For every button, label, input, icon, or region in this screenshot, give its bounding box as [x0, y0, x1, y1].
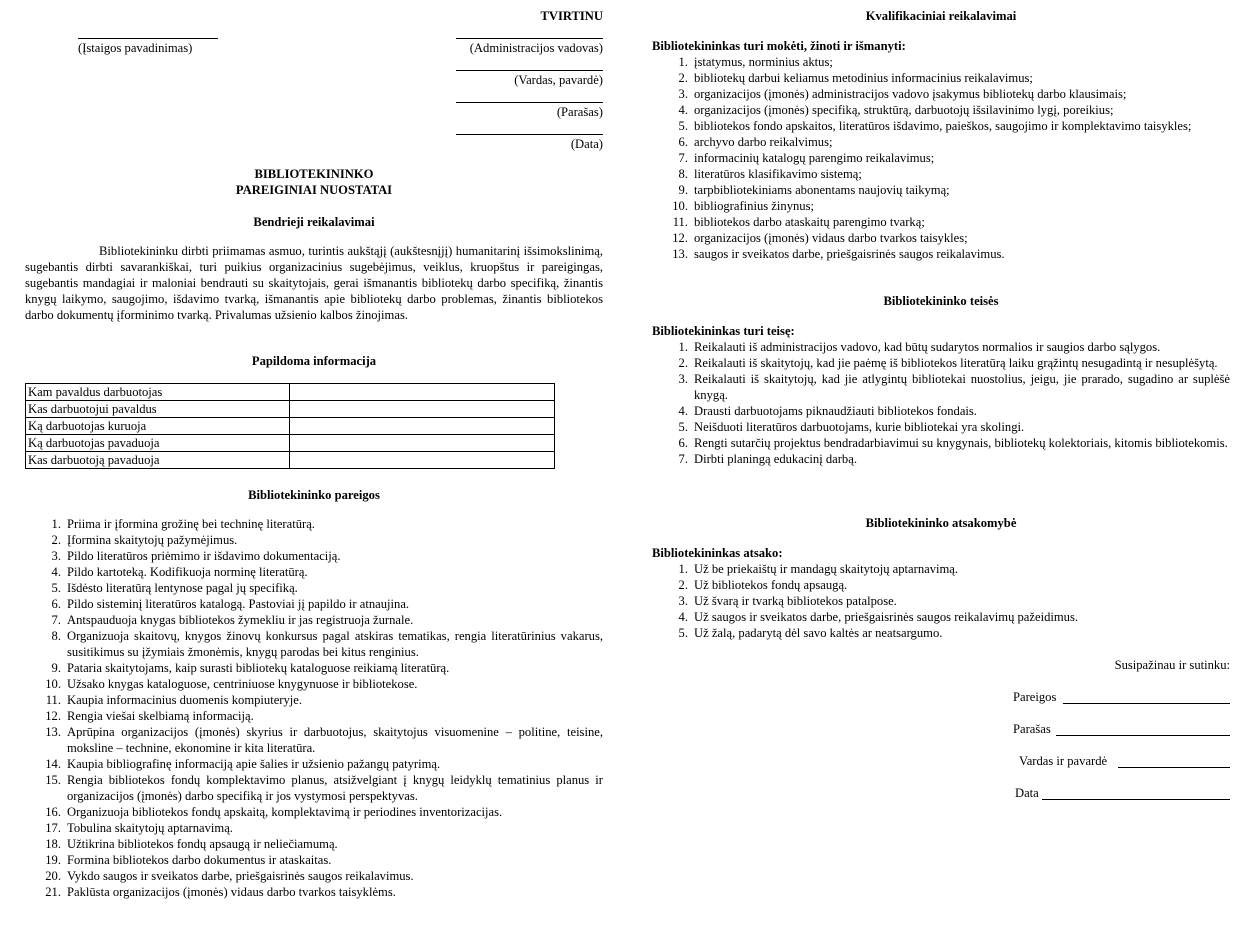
date-line: [456, 134, 603, 135]
list-item: 6. archyvo darbo reikalvimus;: [678, 135, 833, 149]
approve-label: TVIRTINU: [540, 9, 603, 23]
list-item: 2. Įformina skaitytojų pažymėjimus.: [51, 533, 238, 547]
additional-heading: Papildoma informacija: [251, 354, 377, 368]
list-item: 6. Pildo sisteminį literatūros katalogą. Pastoviai jį papildo ir atnaujina.: [51, 597, 410, 611]
duties-heading: Bibliotekininko pareigos: [248, 488, 380, 502]
list-item: 1. Reikalauti iš administracijos vadovo, kad būtų sudarytos normalios ir saugios darbo sąlygos.: [678, 340, 1161, 354]
rights-heading: Bibliotekininko teisės: [883, 294, 999, 308]
signature-caption: (Parašas): [556, 105, 603, 119]
general-heading: Bendrieji reikalavimai: [253, 215, 375, 229]
ack-position-line[interactable]: [1063, 703, 1230, 704]
responsibility-intro: Bibliotekininkas atsako:: [652, 546, 783, 560]
table-row: [26, 401, 555, 418]
list-item: 5. Išdėsto literatūrą lentynose pagal jų specifiką.: [51, 581, 298, 595]
list-item: 5. bibliotekos fondo apskaitos, literatūros išdavimo, paieškos, saugojimo ir komplektavimo taisykles;: [678, 119, 1192, 133]
list-item: 7. informacinių katalogų parengimo reikalavimus;: [678, 151, 935, 165]
list-item: 16. Organizuoja bibliotekos fondų apskaitą, komplektavimą ir periodines inventorizacijas.: [45, 805, 503, 819]
admin-head-line: [456, 38, 603, 39]
list-item: 1. Priima ir įformina grožinę bei techninę literatūrą.: [51, 517, 315, 531]
date-caption: (Data): [570, 137, 603, 151]
rights-intro: Bibliotekininkas turi teisę:: [652, 324, 795, 338]
list-item: 7. Antspauduoja knygas bibliotekos žymekliu ir jas registruoja žurnale.: [51, 613, 414, 627]
list-item: 15. Rengia bibliotekos fondų komplektavimo planus, atsižvelgiant į knygų leidyklų tematinius planus ir organizacijos (įmonės) darbo specifiką ir jos vystymosi perspektyvas.: [45, 773, 603, 803]
table-cell-label: Ką darbuotojas kuruoja: [26, 418, 290, 435]
list-item: 17. Tobulina skaitytojų aptarnavimą.: [45, 821, 233, 835]
list-item: 13. Aprūpina organizacijos (įmonės) skyrius ir darbuotojus, skaitytojus visuomenine – politine, teisine, moksline – technine, ekonomine ir kita literatūra.: [45, 725, 603, 755]
table-cell-value[interactable]: [290, 435, 555, 452]
table-cell-label: Kas darbuotoją pavaduoja: [26, 452, 290, 469]
ack-position-label: Pareigos: [1013, 690, 1057, 704]
list-item: 11. bibliotekos darbo ataskaitų parengimo tvarką;: [672, 215, 925, 229]
acknowledgement-title: Susipažinau ir sutinku:: [1114, 658, 1230, 672]
table-row: [26, 435, 555, 452]
list-item: 8. literatūros klasifikavimo sistemą;: [678, 167, 862, 181]
name-surname-caption: (Vardas, pavardė): [514, 73, 603, 87]
doc-title-line1: BIBLIOTEKININKO: [254, 167, 374, 181]
ack-signature-label: Parašas: [1013, 722, 1051, 736]
table-row: [26, 418, 555, 435]
institution-line: [78, 38, 218, 39]
list-item: 3. Pildo literatūros priėmimo ir išdavimo dokumentaciją.: [51, 549, 341, 563]
table-row: [26, 384, 555, 401]
duties-list: [25, 516, 603, 900]
list-item: 19. Formina bibliotekos darbo dokumentus ir ataskaitas.: [45, 853, 332, 867]
ack-name-line[interactable]: [1118, 767, 1230, 768]
list-item: 13. saugos ir sveikatos darbe, priešgaisrinės saugos reikalavimus.: [672, 247, 1005, 261]
list-item: 5. Neišduoti literatūros darbuotojams, kurie bibliotekai yra skolingi.: [678, 420, 1025, 434]
list-item: 14. Kaupia bibliografinę informaciją apie šalies ir užsienio pažangų patyrimą.: [45, 757, 441, 771]
list-item: 12. organizacijos (įmonės) vidaus darbo tvarkos taisykles;: [672, 231, 968, 245]
table-cell-label: Kas darbuotojui pavaldus: [26, 401, 290, 418]
list-item: 7. Dirbti planingą edukacinį darbą.: [678, 452, 857, 466]
table-cell-value[interactable]: [290, 418, 555, 435]
list-item: 21. Paklūsta organizacijos (įmonės) vidaus darbo tvarkos taisyklėms.: [45, 885, 396, 899]
list-item: 20. Vykdo saugos ir sveikatos darbe, priešgaisrinės saugos reikalavimus.: [45, 869, 414, 883]
list-item: 1. Už be priekaištų ir mandagų skaitytojų aptarnavimą.: [678, 562, 959, 576]
list-item: 10. bibliografinius žinynus;: [672, 199, 814, 213]
table-cell-value[interactable]: [290, 384, 555, 401]
admin-head-caption: (Administracijos vadovas): [469, 41, 603, 55]
ack-name-label: Vardas ir pavardė: [1019, 754, 1108, 768]
ack-date-line[interactable]: [1042, 799, 1230, 800]
table-cell-value[interactable]: [290, 452, 555, 469]
ack-signature-line[interactable]: [1056, 735, 1230, 736]
qualifications-intro: Bibliotekininkas turi mokėti, žinoti ir išmanyti:: [652, 39, 906, 53]
list-item: 3. Už švarą ir tvarką bibliotekos patalpose.: [678, 594, 897, 608]
institution-name-caption: (Įstaigos pavadinimas): [78, 41, 193, 55]
signature-line: [456, 102, 603, 103]
list-item: 12. Rengia viešai skelbiamą informaciją.: [45, 709, 254, 723]
name-surname-line: [456, 70, 603, 71]
list-item: 6. Rengti sutarčių projektus bendradarbiavimui su knygynais, bibliotekų kolektoriais, kitomis bibliotekomis.: [678, 436, 1228, 450]
table-cell-value[interactable]: [290, 401, 555, 418]
responsibility-heading: Bibliotekininko atsakomybė: [865, 516, 1017, 530]
qualifications-heading: Kvalifikaciniai reikalavimai: [865, 9, 1017, 23]
list-item: 9. tarpbibliotekiniams abonentams naujovių taikymą;: [678, 183, 950, 197]
list-item: 9. Pataria skaitytojams, kaip surasti bibliotekų kataloguose reikiamą literatūrą.: [51, 661, 450, 675]
table-cell-label: Ką darbuotojas pavaduoja: [26, 435, 290, 452]
left-column: [25, 0, 605, 940]
list-item: 3. organizacijos (įmonės) administracijos vadovo įsakymus bibliotekų darbo klausimais;: [678, 87, 1127, 101]
list-item: 11. Kaupia informacinius duomenis kompiuteryje.: [45, 693, 303, 707]
ack-date-label: Data: [1015, 786, 1039, 800]
list-item: 8. Organizuoja skaitovų, knygos žinovų konkursus pagal atskiras tematikas, rengia literatūrinius vakarus, susitikimus su įžymiais žmonėmis, knygų parodas bei kitus renginius.: [51, 629, 603, 659]
list-item: 18. Užtikrina bibliotekos fondų apsaugą ir neliečiamumą.: [45, 837, 338, 851]
right-column: [652, 0, 1232, 940]
list-item: 4. Pildo kartoteką. Kodifikuoja norminę literatūrą.: [51, 565, 308, 579]
additional-info-table: [25, 383, 555, 469]
list-item: 10. Užsako knygas kataloguose, centriniuose knygynuose ir bibliotekose.: [45, 677, 418, 691]
list-item: 2. bibliotekų darbui keliamus metodinius informacinius reikalavimus;: [678, 71, 1033, 85]
list-item: 4. organizacijos (įmonės) specifiką, struktūrą, darbuotojų išsilavinimo lygį, poreikius;: [678, 103, 1114, 117]
list-item: 1. įstatymus, norminius aktus;: [678, 55, 833, 69]
table-row: [26, 452, 555, 469]
list-item: 5. Už žalą, padarytą dėl savo kaltės ar neatsargumo.: [678, 626, 943, 640]
responsibility-list: [652, 561, 1230, 641]
list-item: 2. Už bibliotekos fondų apsaugą.: [678, 578, 848, 592]
doc-title-line2: PAREIGINIAI NUOSTATAI: [235, 183, 393, 197]
list-item: 3. Reikalauti iš skaitytojų, kad jie atlygintų bibliotekai nuostolius, jeigu, jie prarado, sugadino ar suplėšė knygą.: [678, 372, 1230, 402]
general-text: Bibliotekininku dirbti priimamas asmuo, turintis aukštąjį (aukštesnįjį) humanitarinį išsimokslinimą, sugebantis dirbti savarankiškai, turi puikius organizacinius sugebėjimus, veiklus, kruopštus ir pareigingas, sugebantis mandagiai ir maloniai bendrauti su skaitytojais, gerai išmanantis bibliotekų darbo specifiką, žinantis knygų laikymo, saugojimo, išdavimo tvarką, išmanantis apie bibliotekų darbo problemas, žinantis bibliotekos darbo dokumentų įforminimo tvarką. Privalumas užsienio kalbos žinojimas.: [25, 244, 603, 322]
list-item: 4. Drausti darbuotojams piknaudžiauti bibliotekos fondais.: [678, 404, 977, 418]
list-item: 2. Reikalauti iš skaitytojų, kad jie paėmę iš bibliotekos literatūrą laiku grąžintų nesugadintą ir nesuplėšytą.: [678, 356, 1218, 370]
qualifications-list: [652, 54, 1230, 262]
table-cell-label: Kam pavaldus darbuotojas: [26, 384, 290, 401]
rights-list: [652, 339, 1230, 467]
list-item: 4. Už saugos ir sveikatos darbe, priešgaisrinės saugos reikalavimų pažeidimus.: [678, 610, 1079, 624]
